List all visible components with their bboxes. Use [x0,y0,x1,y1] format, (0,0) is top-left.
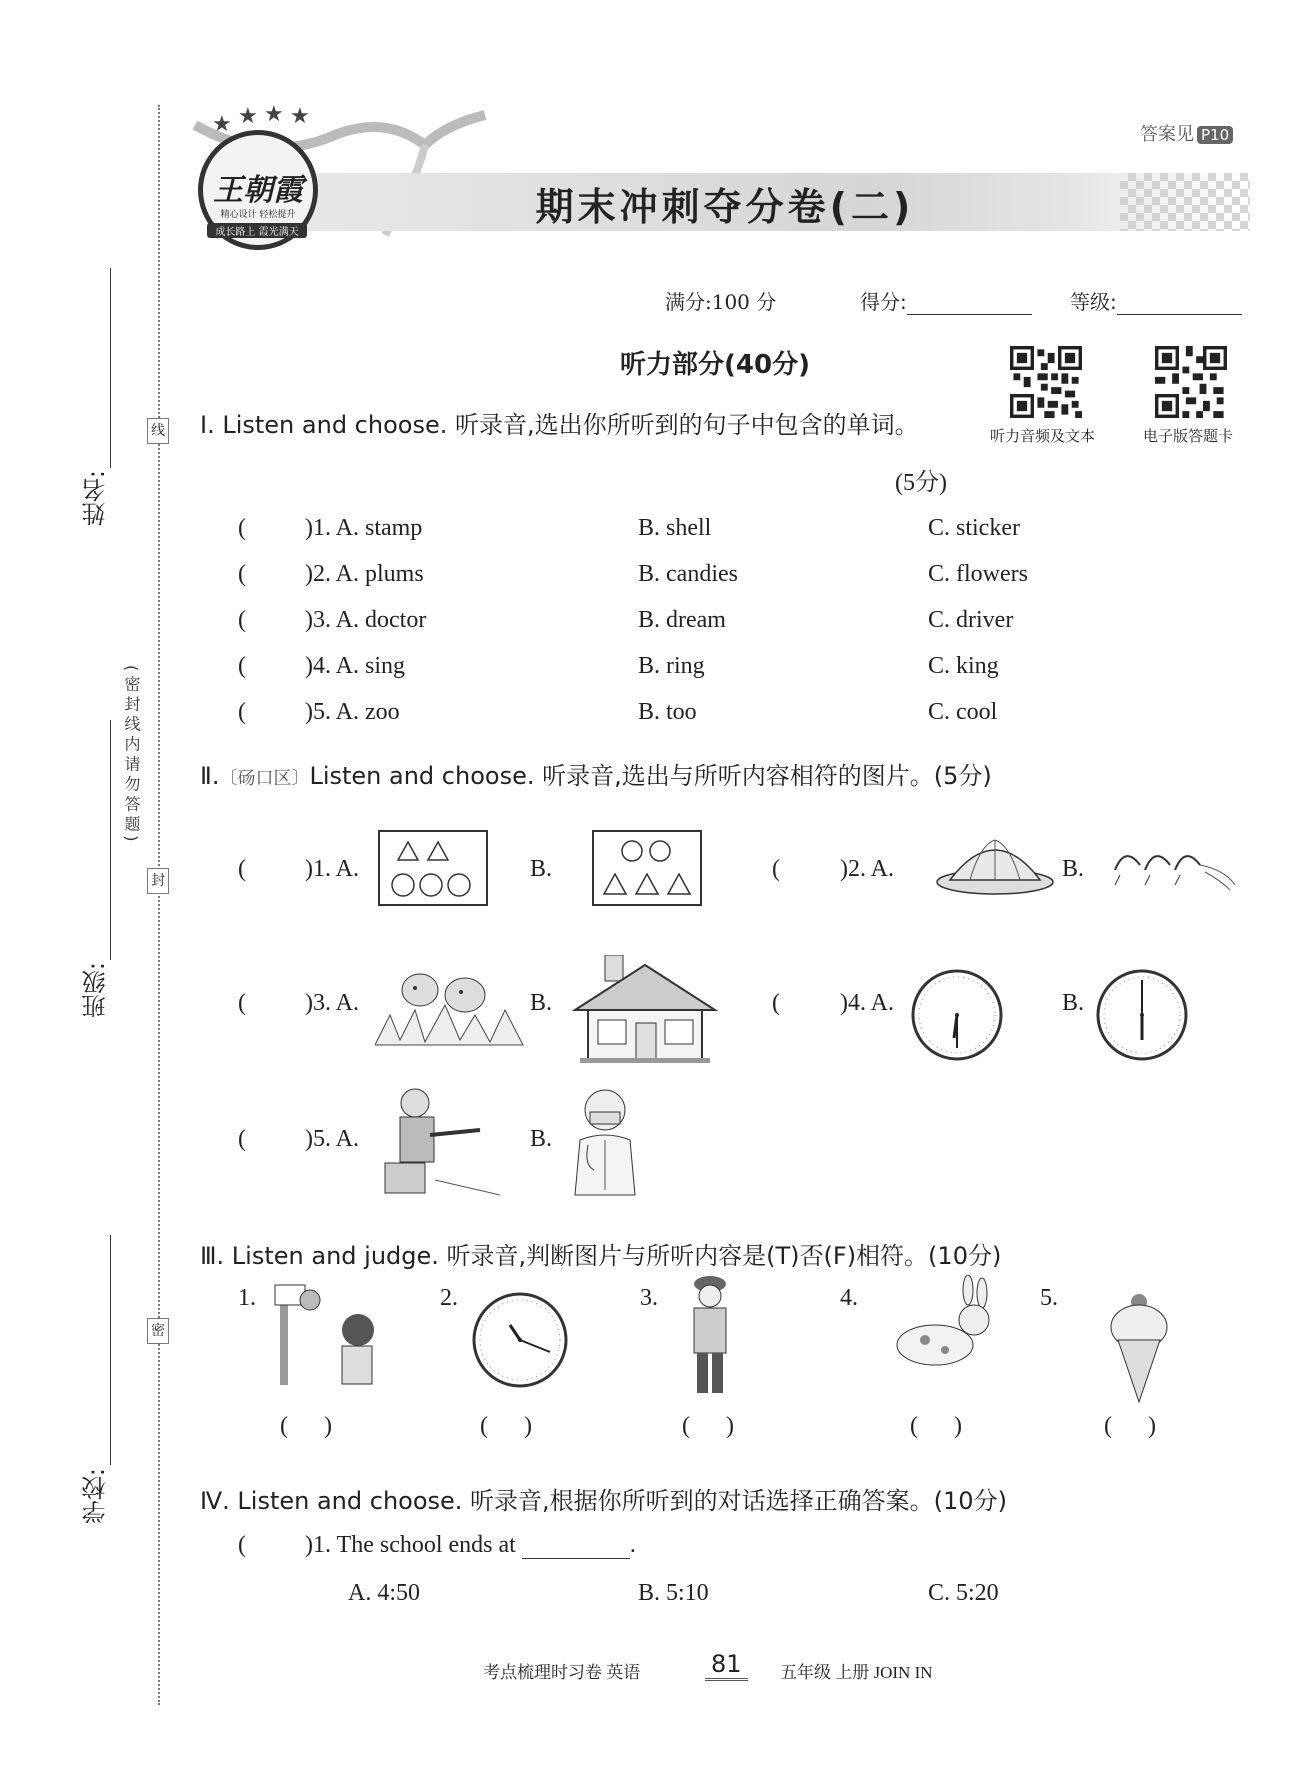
ice-cream-picture[interactable] [1108,1292,1170,1404]
s4-option-c: C. 5:20 [928,1580,999,1606]
s1-item-3-a: )3. A. doctor [305,607,427,633]
s1-item-1-a: )1. A. stamp [305,515,423,541]
s1-item-1-c: C. sticker [928,515,1020,541]
s2-item-4-a: )4. A. [840,990,894,1016]
answer-card-qr-caption: 电子版答题卡 [1143,427,1234,445]
answer-paren[interactable]: ( [238,990,246,1016]
s2-item-3-b: B. [530,990,553,1016]
answer-paren[interactable]: ( [238,1532,246,1558]
listening-part-title: 听力部分(40分) [620,350,810,380]
s1-item-2-b: B. candies [638,561,738,587]
s1-item-2-a: )2. A. plums [305,561,424,587]
clock-six-oclock-picture[interactable] [1095,968,1189,1062]
school-field-line[interactable] [110,1235,111,1465]
s1-item-5-a: )5. A. zoo [305,699,400,725]
house-picture[interactable] [570,955,720,1065]
answer-paren[interactable]: ( [238,856,246,882]
s3-answer-paren-3[interactable]: ( ) [682,1413,734,1439]
star-icon: ★ [238,104,258,129]
clock-half-past-six-picture[interactable] [910,968,1004,1062]
answer-card-qr-code[interactable] [1155,346,1227,418]
section1-points: (5分) [895,470,947,496]
s2-item-2-b: B. [1062,856,1085,882]
class-field-line[interactable] [110,720,111,960]
answer-paren[interactable]: ( [238,653,246,679]
binding-notice: (密封线内请勿答题) [122,665,141,846]
answer-page-badge: P10 [1197,126,1233,144]
star-icon: ★ [290,104,310,129]
doctor-with-mask-picture[interactable] [570,1085,640,1200]
s1-item-4-c: C. king [928,653,999,679]
s2-item-1-b: B. [530,856,553,882]
section1-heading: Ⅰ. Listen and choose. 听录音,选出你所听到的句子中包含的单词。 [200,411,919,439]
name-field-label: 姓名: [82,470,110,527]
answer-paren[interactable]: ( [238,1126,246,1152]
footer-right: 五年级 上册 JOIN IN [780,1663,933,1682]
section2-heading: Ⅱ.〔砀口区〕Listen and choose. 听录音,选出与所听内容相符的图片。(5分) [200,762,992,790]
s1-item-4-b: B. ring [638,653,705,679]
s4-question-1-blank[interactable] [522,1534,630,1559]
s1-item-5-c: C. cool [928,699,998,725]
answer-paren[interactable]: ( [238,699,246,725]
binding-dotted-line [158,105,160,1705]
s2-item-2-a: )2. A. [840,856,894,882]
audio-qr-code[interactable] [1010,346,1082,418]
section3-heading: Ⅲ. Listen and judge. 听录音,判断图片与所听内容是(T)否(F)相符。(10分) [200,1242,1002,1270]
s2-item-1-a: )1. A. [305,856,359,882]
cut-label-close: 密 [147,1318,169,1344]
cut-label-line: 线 [147,418,169,444]
full-score: 满分:100 分 [665,290,777,314]
s3-answer-paren-2[interactable]: ( ) [480,1413,532,1439]
grade-field: 等级: [1070,286,1242,315]
s3-answer-paren-4[interactable]: ( ) [910,1413,962,1439]
footer-left: 考点梳理时习卷 英语 [483,1663,641,1682]
cut-label-seal: 封 [147,868,169,894]
answer-paren[interactable]: ( [238,561,246,587]
shrimp-picture[interactable] [1105,840,1240,900]
s4-question-1: )1. The school ends at . [305,1532,636,1558]
answer-paren[interactable]: ( [772,856,780,882]
s4-option-b: B. 5:10 [638,1580,709,1606]
s3-num-5: 5. [1040,1285,1058,1311]
star-icon: ★ [264,102,284,127]
s3-answer-paren-1[interactable]: ( ) [280,1413,332,1439]
s3-num-2: 2. [440,1285,458,1311]
shell-picture[interactable] [935,830,1055,900]
class-field-label: 班级: [82,962,110,1019]
page-number: 81 [705,1650,748,1681]
page-title: 期末冲刺夺分卷(二) [535,185,915,229]
school-field-label: 学校: [82,1468,110,1525]
district-tag: 〔砀口区〕 [219,768,310,789]
answer-reference: 答案见 P10 [1140,120,1233,146]
s2-item-4-b: B. [1062,990,1085,1016]
s2-item-5-b: B. [530,1126,553,1152]
police-officer-picture[interactable] [680,1272,740,1397]
grade-blank[interactable] [1117,314,1242,315]
clock-picture[interactable] [470,1290,570,1390]
s2-item-3-a: )3. A. [305,990,359,1016]
s3-num-3: 3. [640,1285,658,1311]
audio-qr-caption: 听力音频及文本 [990,427,1096,445]
answer-paren[interactable]: ( [772,990,780,1016]
boy-basketball-picture[interactable] [270,1280,390,1390]
s1-item-3-c: C. driver [928,607,1014,633]
worker-drilling-picture[interactable] [375,1085,505,1200]
s3-num-1: 1. [238,1285,256,1311]
score-blank[interactable] [907,314,1032,315]
answer-paren[interactable]: ( [238,607,246,633]
s1-item-2-c: C. flowers [928,561,1028,587]
shapes-triangles-circles-picture[interactable] [378,830,488,906]
dogs-in-grass-picture[interactable] [375,960,525,1050]
s1-item-1-b: B. shell [638,515,712,541]
answer-paren[interactable]: ( [238,515,246,541]
s3-answer-paren-5[interactable]: ( ) [1104,1413,1156,1439]
s3-num-4: 4. [840,1285,858,1311]
s4-option-a: A. 4:50 [348,1580,420,1606]
name-field-line[interactable] [110,268,111,468]
s1-item-4-a: )4. A. sing [305,653,406,679]
star-icon: ★ [212,112,232,137]
s1-item-3-b: B. dream [638,607,726,633]
section4-heading: Ⅳ. Listen and choose. 听录音,根据你所听到的对话选择正确答案。(10分) [200,1487,1007,1515]
brand-logo: 王朝霞 精心设计 轻松提升 成长路上 霞光满天 [198,130,318,250]
s2-item-5-a: )5. A. [305,1126,359,1152]
s1-item-5-b: B. too [638,699,697,725]
rabbit-and-dog-picture[interactable] [890,1275,1010,1375]
score-field: 得分: [860,286,1032,315]
shapes-circles-triangles-picture[interactable] [592,830,702,906]
